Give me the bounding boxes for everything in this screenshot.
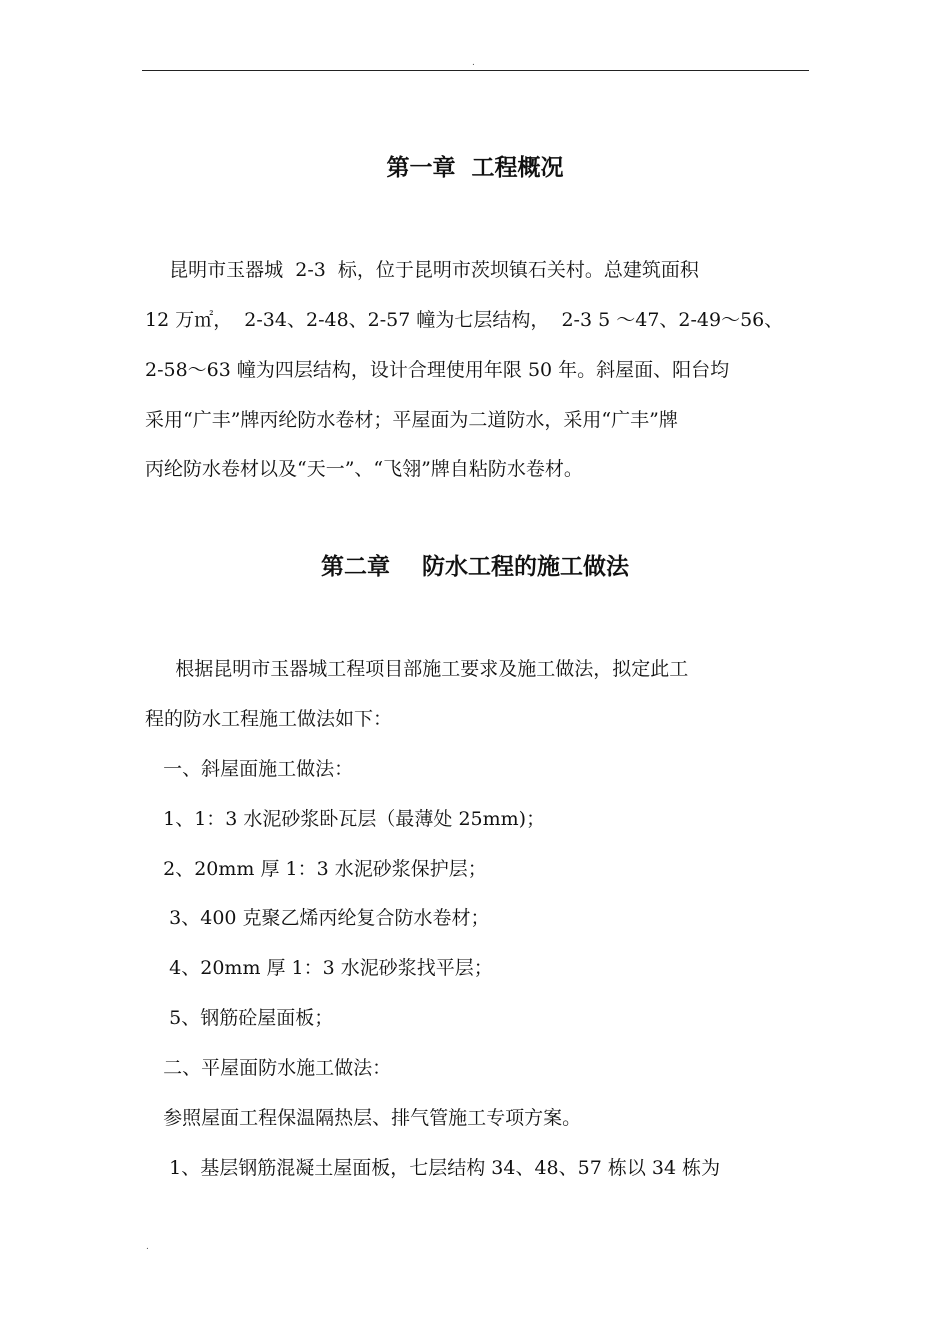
chapter-1-line: 丙纶防水卷材以及“天一”、“飞翎”牌自粘防水卷材。 — [145, 458, 583, 480]
footer-mark: . — [146, 1242, 149, 1252]
chapter-2-line: 1、1：3 水泥砂浆卧瓦层（最薄处 25mm)； — [145, 808, 546, 830]
chapter-1-line: 2-58～63 幢为四层结构，设计合理使用年限 50 年。斜屋面、阳台均 — [145, 359, 730, 381]
chapter-1-line: 12 万㎡， 2-34、2-48、2-57 幢为七层结构， 2-3 5 ～47、2-49～56、 — [145, 309, 784, 331]
header-mark: . — [472, 58, 475, 68]
chapter-2-line: 程的防水工程施工做法如下： — [145, 708, 393, 730]
chapter-2-line: 根据昆明市玉器城工程项目部施工要求及施工做法，拟定此工 — [145, 658, 689, 680]
header-rule — [142, 70, 809, 71]
chapter-1-line: 采用“广丰”牌丙纶防水卷材；平屋面为二道防水，采用“广丰”牌 — [145, 409, 678, 431]
chapter-1-line: 昆明市玉器城 2-3 标，位于昆明市茨坝镇石关村。总建筑面积 — [145, 259, 699, 281]
chapter-2-line: 3、400 克聚乙烯丙纶复合防水卷材； — [145, 907, 490, 929]
chapter-1-title: 第一章 工程概况 — [386, 155, 564, 181]
chapter-2-line: 4、20mm 厚 1：3 水泥砂浆找平层； — [145, 957, 493, 979]
chapter-2-title: 第二章 防水工程的施工做法 — [320, 554, 630, 580]
chapter-2-line: 参照屋面工程保温隔热层、排气管施工专项方案。 — [145, 1107, 582, 1129]
chapter-2-line: 1、基层钢筋混凝土屋面板，七层结构 34、48、57 栋以 34 栋为 — [145, 1157, 721, 1179]
chapter-2-line: 一、斜屋面施工做法： — [145, 758, 354, 780]
chapter-2-line: 2、20mm 厚 1：3 水泥砂浆保护层； — [145, 858, 487, 880]
chapter-2-line: 5、钢筋砼屋面板； — [145, 1007, 334, 1029]
chapter-2-line: 二、平屋面防水施工做法： — [145, 1057, 392, 1079]
